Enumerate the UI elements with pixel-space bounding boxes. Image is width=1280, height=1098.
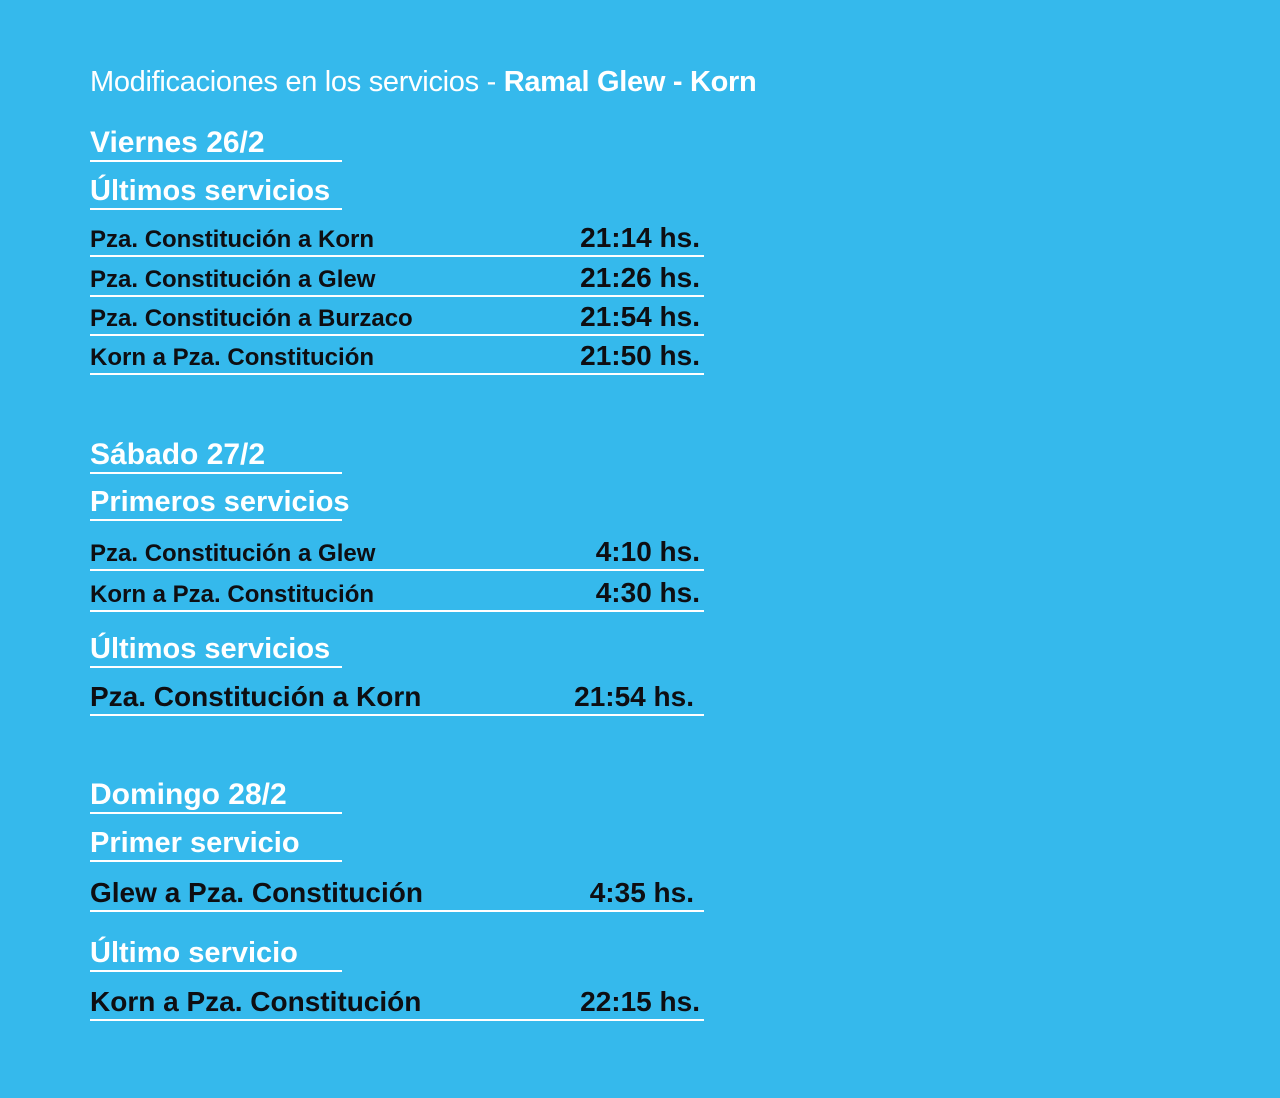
schedule-row <box>90 263 704 297</box>
time-label: 22:15 hs. <box>580 986 700 1017</box>
route-label: Pza. Constitución a Korn <box>90 226 375 253</box>
title-route: Ramal Glew - Korn <box>503 66 757 98</box>
route-label: Pza. Constitución a Korn <box>90 681 422 712</box>
time-label: 21:54 hs. <box>574 681 694 712</box>
schedule-row <box>90 302 704 336</box>
title-prefix: Modificaciones en los servicios - <box>90 66 504 98</box>
schedule-row <box>90 578 704 612</box>
route-label: Pza. Constitución a Burzaco <box>90 305 413 332</box>
schedule-row <box>90 872 704 912</box>
time-label: 4:35 hs. <box>589 877 694 908</box>
group-heading-ultimo-servicio: Último servicio <box>90 934 342 972</box>
group-heading-primeros-servicios: Primeros servicios <box>90 483 342 521</box>
time-label: 4:30 hs. <box>595 577 700 608</box>
schedule-row <box>90 341 704 375</box>
page-title <box>90 66 756 99</box>
schedule-row <box>90 676 704 716</box>
schedule-row <box>90 223 704 257</box>
group-heading-primer-servicio: Primer servicio <box>90 824 342 862</box>
route-label: Korn a Pza. Constitución <box>90 986 422 1017</box>
route-label: Glew a Pza. Constitución <box>90 877 423 908</box>
day-heading-domingo: Domingo 28/2 <box>90 778 342 814</box>
route-label: Korn a Pza. Constitución <box>90 581 375 608</box>
day-heading-viernes: Viernes 26/2 <box>90 126 342 162</box>
schedule-row <box>90 537 704 571</box>
group-heading-ultimos-servicios: Últimos servicios <box>90 630 342 668</box>
day-heading-sabado: Sábado 27/2 <box>90 438 342 474</box>
time-label: 21:14 hs. <box>580 222 700 253</box>
time-label: 21:26 hs. <box>580 262 700 293</box>
schedule-row <box>90 981 704 1021</box>
route-label: Korn a Pza. Constitución <box>90 344 375 371</box>
time-label: 21:50 hs. <box>580 340 700 371</box>
group-heading-ultimos-servicios: Últimos servicios <box>90 172 342 210</box>
route-label: Pza. Constitución a Glew <box>90 540 376 567</box>
time-label: 21:54 hs. <box>580 301 700 332</box>
route-label: Pza. Constitución a Glew <box>90 266 376 293</box>
time-label: 4:10 hs. <box>595 536 700 567</box>
